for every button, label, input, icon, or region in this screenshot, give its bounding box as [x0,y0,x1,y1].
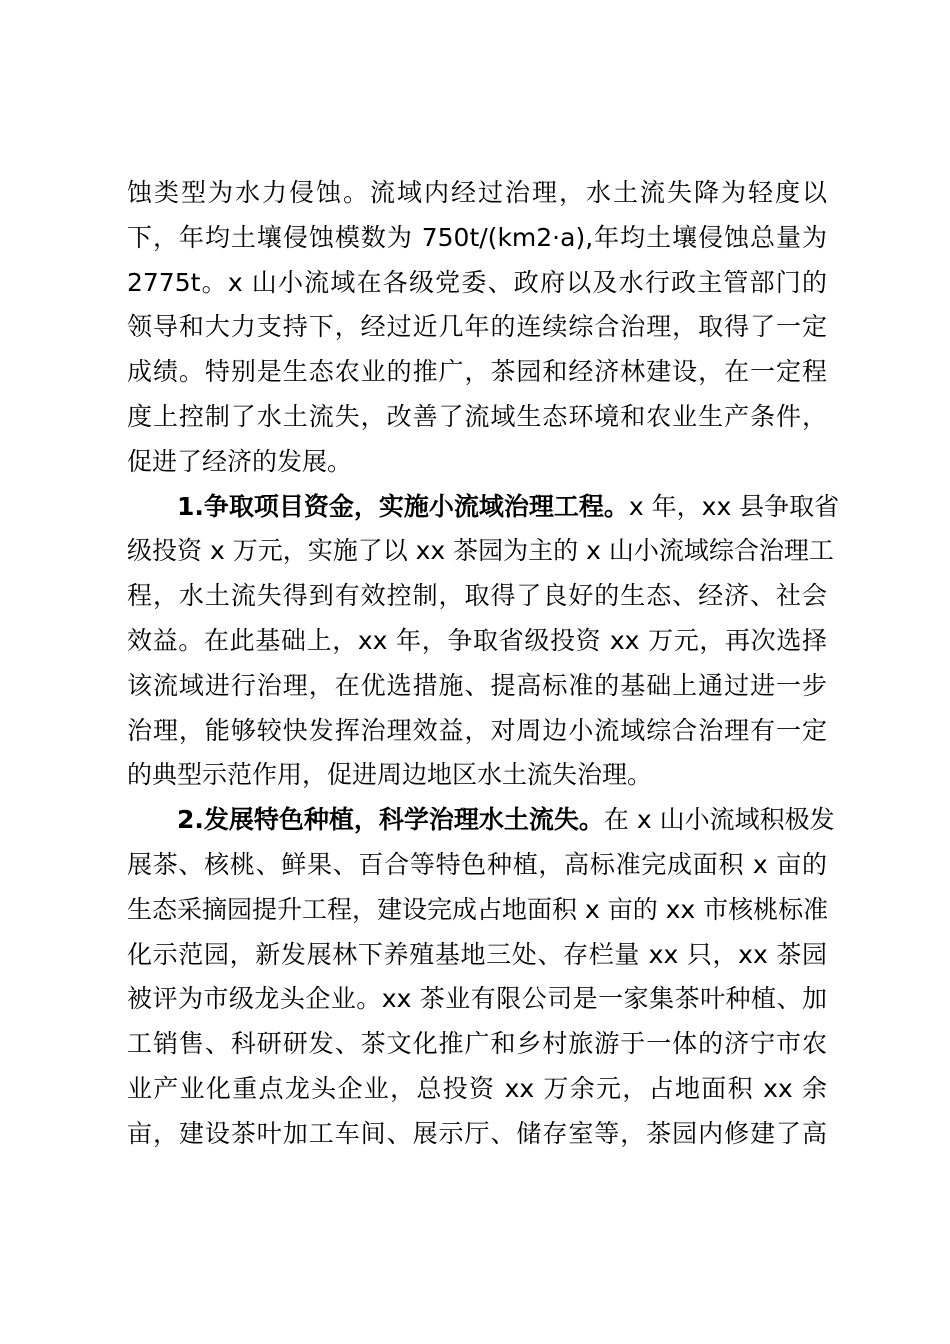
text-line: 生态采摘园提升工程，建设完成占地面积 x 亩的 xx 市核桃标准 [127,894,829,924]
paragraph-2 [127,485,840,799]
text-line [127,798,835,843]
text-line: 领导和大力支持下，经过近几年的连续综合治理，取得了一定 [127,312,827,342]
text-line: 的典型示范作用，促进周边地区水土流失治理。 [127,760,653,790]
text-line: 该流域进行治理，在优选措施、提高标准的基础上通过进一步 [127,670,827,700]
text-line: 2775t。x 山小流域在各级党委、政府以及水行政主管部门的 [127,267,827,297]
text-line: 度上控制了水土流失，改善了流域生态环境和农业生产条件， [127,401,827,431]
text-line: 工销售、科研研发、茶文化推广和乡村旅游于一体的济宁市农 [127,1029,827,1059]
text-line: 效益。在此基础上，xx 年，争取省级投资 xx 万元，再次选择 [127,625,827,655]
text-line: 成绩。特别是生态农业的推广，茶园和经济林建设，在一定程 [127,357,827,387]
text-line: 亩，建设茶叶加工车间、展示厅、储存室等，茶园内修建了高 [127,1118,827,1148]
text-line: 被评为市级龙头企业。xx 茶业有限公司是一家集茶叶种植、加 [127,984,827,1014]
text-line: 治理，能够较快发挥治理效益，对周边小流域综合治理有一定 [127,715,827,745]
section-heading: 1.争取项目资金，实施小流域治理工程。 [177,491,629,521]
text-line: 业产业化重点龙头企业，总投资 xx 万余元，占地面积 xx 余 [127,1073,827,1103]
text-line [127,485,840,530]
text-line: 程，水土流失得到有效控制，取得了良好的生态、经济、社会 [127,581,827,611]
text-line: 蚀类型为水力侵蚀。流域内经过治理，水土流失降为轻度以 [127,178,827,207]
text-line: 级投资 x 万元，实施了以 xx 茶园为主的 x 山小流域综合治理工 [127,536,834,566]
text-line: 展茶、核桃、鲜果、百合等特色种植，高标准完成面积 x 亩的 [127,849,827,879]
section-heading: 2.发展特色种植，科学治理水土流失。 [177,805,604,835]
text-line: 下，年均土壤侵蚀模数为 750t/(km2·a),年均土壤侵蚀总量为 [127,222,827,252]
paragraph-1 [127,171,827,485]
text-line: 促进了经济的发展。 [127,446,353,476]
text-run: 在 x 山小流域积极发 [603,805,835,835]
text-line: 化示范园，新发展林下养殖基地三处、存栏量 xx 只，xx 茶园 [127,939,827,969]
paragraph-3 [127,798,835,1156]
text-run: x 年，xx 县争取省 [628,491,840,521]
document-body [127,171,840,1157]
